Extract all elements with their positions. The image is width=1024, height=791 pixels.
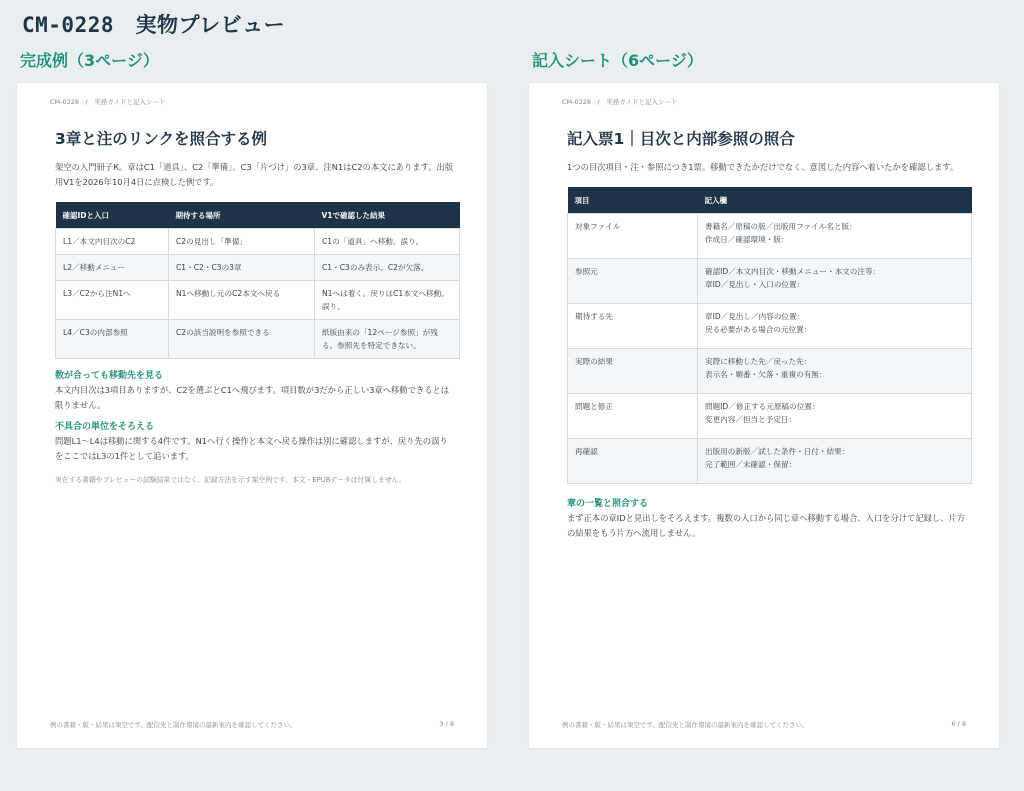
field-entry[interactable] <box>698 259 972 304</box>
left-panel-title: 完成例（3ページ） <box>20 51 159 70</box>
breadcrumb: CM-0228 / 実務ガイドと記入シート <box>50 98 166 106</box>
section-text: 問題L1〜L4は移動に関する4件です。N1へ行く操作と本文へ戻る操作は別に確認しますが、戻り先の誤りをここではL3の1件として追います。 <box>55 436 448 461</box>
table-row <box>568 439 972 484</box>
entry-form-table <box>567 187 972 484</box>
field-entry[interactable] <box>698 394 972 439</box>
page-footer: 例の書籍・版・結果は架空です。配信先と制作環境の最新案内を確認してください。 <box>562 721 809 729</box>
field-prompt: 作成日／確認環境・版： <box>705 235 789 244</box>
field-prompt: 問題ID／修正する元原稿の位置： <box>705 402 820 411</box>
table-cell: N1へは着く。戻りはC1本文へ移動。誤り。 <box>315 281 460 320</box>
column-header: V1で確認した結果 <box>315 202 460 229</box>
lead-text: 1つの目次項目・注・参照につき1票。移動できたかだけでなく、意図した内容へ着いたかを確認します。 <box>567 162 959 172</box>
table-row <box>568 349 972 394</box>
table-row <box>568 394 972 439</box>
table-cell: C1・C3のみ表示。C2が欠落。 <box>315 255 460 281</box>
table-cell: 紙版由来の「12ページ参照」が残る。参照先を特定できない。 <box>315 320 460 359</box>
worksheet-page-6 <box>529 83 999 748</box>
lead-text: 架空の入門冊子К。章はC1「道具」、C2「準備」、C3「片づけ」の3章、注N1はC2の本文にあります。出版用V1を2026年10月4日に点検した例です。 <box>55 162 454 187</box>
field-label: 期待する先 <box>568 304 698 349</box>
breadcrumb: CM-0228 / 実務ガイドと記入シート <box>562 98 678 106</box>
document-title: 実物プレビュー <box>135 13 286 37</box>
field-prompt: 表示名・順番・欠落・重複の有無： <box>705 370 827 379</box>
field-label: 参照元 <box>568 259 698 304</box>
table-row <box>56 229 460 255</box>
field-entry[interactable] <box>698 439 972 484</box>
column-header: 確認IDと入口 <box>56 202 169 229</box>
page-number: 6 / 8 <box>951 720 966 728</box>
field-entry[interactable] <box>698 304 972 349</box>
page-heading: 3章と注のリンクを照合する例 <box>55 130 267 148</box>
table-cell: N1へ移動し元のC2本文へ戻る <box>169 281 315 320</box>
table-cell: C1の「道具」へ移動。誤り。 <box>315 229 460 255</box>
table-cell: L1／本文内目次のC2 <box>56 229 169 255</box>
table-row <box>56 281 460 320</box>
table-cell: L3／C2から注N1へ <box>56 281 169 320</box>
table-cell: L4／C3の内部参照 <box>56 320 169 359</box>
table-header-row <box>56 202 460 229</box>
section-heading: 不具合の単位をそろえる <box>55 422 155 432</box>
column-header: 期待する場所 <box>169 202 315 229</box>
field-prompt: 変更内容／担当と予定日： <box>705 415 797 424</box>
column-header: 項目 <box>568 187 698 214</box>
column-header: 記入欄 <box>698 187 972 214</box>
field-label: 問題と修正 <box>568 394 698 439</box>
table-cell: L2／移動メニュー <box>56 255 169 281</box>
page-title <box>22 9 285 39</box>
table-row <box>56 320 460 359</box>
page-number: 3 / 8 <box>439 720 454 728</box>
field-entry[interactable] <box>698 349 972 394</box>
table-row <box>56 255 460 281</box>
section-text: 本文内目次は3項目ありますが、C2を選ぶとC1へ飛びます。項目数が3だから正しい3章へ移動できるとは限りません。 <box>55 385 450 410</box>
field-prompt: 完了範囲／未確認・保留： <box>705 460 797 469</box>
field-label: 実際の結果 <box>568 349 698 394</box>
table-row <box>568 214 972 259</box>
field-prompt: 実際に移動した先／戻った先： <box>705 357 812 366</box>
table-cell: C2の該当説明を参照できる <box>169 320 315 359</box>
document-code: CM-0228 <box>22 13 115 37</box>
field-label: 対象ファイル <box>568 214 698 259</box>
disclaimer-note: 実在する書籍やプレビューの試験結果ではなく、記録方法を示す架空例です。本文・EPUBデータは付属しません。 <box>55 476 406 484</box>
field-prompt: 出版用の新版／試した条件・日付・結果： <box>705 447 850 456</box>
table-cell: C2の見出し「準備」 <box>169 229 315 255</box>
field-prompt: 戻る必要がある場合の元位置： <box>705 325 812 334</box>
sample-page-3 <box>17 83 487 748</box>
page-heading: 記入票1｜目次と内部参照の照合 <box>567 130 795 148</box>
page-footer: 例の書籍・版・結果は架空です。配信先と制作環境の最新案内を確認してください。 <box>50 721 297 729</box>
section-text: まず正本の章IDと見出しをそろえます。複数の入口から同じ章へ移動する場合、入口を分けて記録し、片方の結果をもう片方へ流用しません。 <box>567 513 966 538</box>
table-cell: C1・C2・C3の3章 <box>169 255 315 281</box>
right-panel-title: 記入シート（6ページ） <box>532 51 703 70</box>
table-row <box>568 304 972 349</box>
field-prompt: 書籍名／原稿の版／出版用ファイル名と版： <box>705 222 857 231</box>
field-prompt: 章ID／見出し／内容の位置： <box>705 312 805 321</box>
field-label: 再確認 <box>568 439 698 484</box>
table-row <box>568 259 972 304</box>
field-prompt: 章ID／見出し・入口の位置： <box>705 280 805 289</box>
field-entry[interactable] <box>698 214 972 259</box>
section-heading: 数が合っても移動先を見る <box>55 371 164 381</box>
section-heading: 章の一覧と照合する <box>567 499 649 509</box>
table-header-row <box>568 187 972 214</box>
check-result-table <box>55 202 460 359</box>
field-prompt: 確認ID／本文内目次・移動メニュー・本文の注等： <box>705 267 881 276</box>
